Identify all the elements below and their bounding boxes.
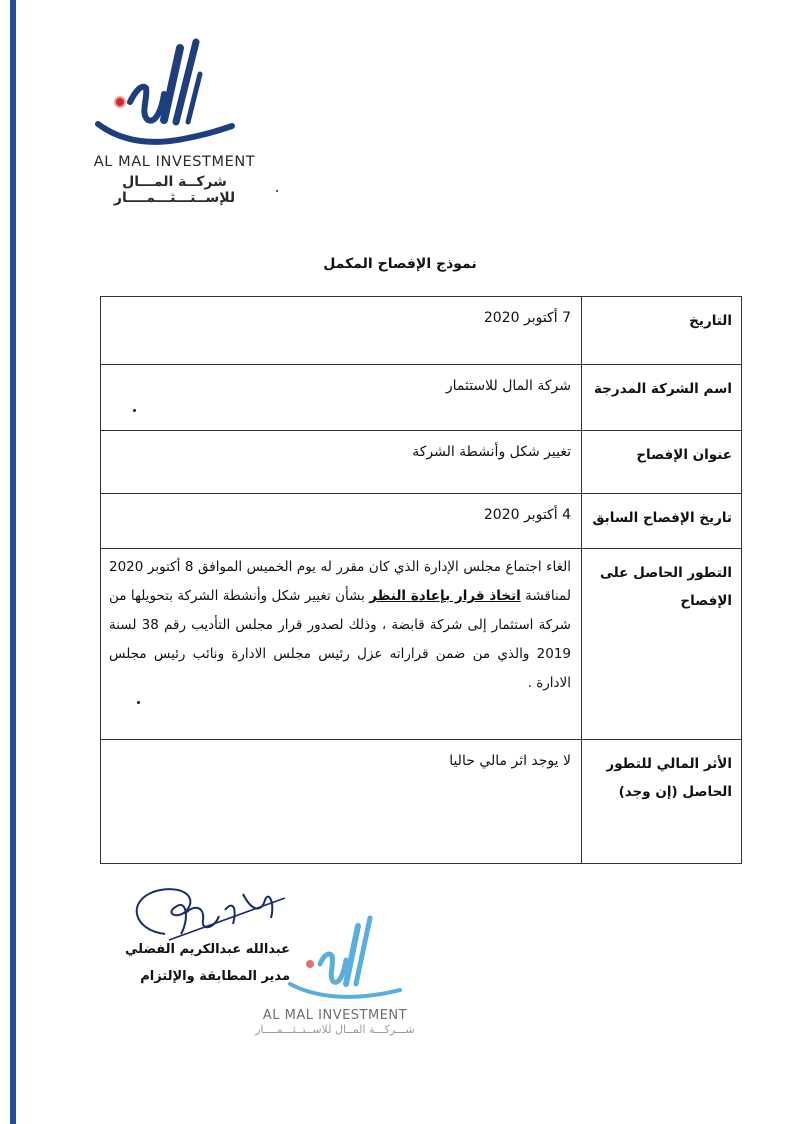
row-disclosure-subject (101, 431, 741, 494)
signatory-name: عبدالله عبدالكريم الفضلي (125, 942, 290, 957)
signatory-title: مدير المطابقة والإلتزام (140, 969, 290, 984)
label-financial-impact: الأثر المالي للتطور الحاصل (إن وجد) (581, 740, 741, 864)
row-listed-company (101, 365, 741, 431)
label-date: التاريخ (581, 297, 741, 364)
stamp-name-english: AL MAL INVESTMENT (262, 1008, 408, 1023)
value-disclosure-subject: تغيير شكل وأنشطة الشركة (412, 444, 571, 460)
logo-name-english: AL MAL INVESTMENT (93, 154, 256, 170)
label-previous-disclosure-date: تاريخ الإفصاح السابق (581, 494, 741, 548)
stray-dot (133, 409, 136, 412)
value-listed-company: شركة المال للاستثمار (445, 378, 571, 394)
disclosure-form-table (100, 296, 742, 864)
company-stamp (250, 908, 420, 1038)
development-text-underlined: اتخاذ قرار بإعادة النظر (369, 588, 521, 604)
stamp-name-arabic: شـــركـــة المــال للاســتــثـــمــــار (255, 1023, 415, 1036)
value-development (101, 549, 581, 739)
value-financial-impact: لا يوجد اثر مالي حاليا (449, 753, 571, 769)
row-financial-impact (101, 740, 741, 864)
row-development (101, 549, 741, 740)
company-logo-mark (92, 38, 257, 154)
row-previous-disclosure-date (101, 494, 741, 549)
document-title: نموذج الإفصاح المكمل (323, 256, 477, 272)
value-previous-disclosure-date: 4 أكتوبر 2020 (483, 507, 571, 523)
logo-name-arabic: شركــة المـــال للإســتـــثـــمــــار (113, 174, 236, 206)
label-listed-company: اسم الشركة المدرجة (581, 365, 741, 430)
row-date (101, 297, 741, 365)
development-text-start: الغاء اجتماع مجلس الإدارة الذي كان مقرر له يوم الخميس الموافق 8 أكتوبر 2020 لمناقشة (109, 559, 571, 604)
stamp-logo-mark (250, 908, 420, 1008)
label-development: التطور الحاصل على الإفصاح (581, 549, 741, 739)
stray-dot (137, 701, 140, 704)
value-date: 7 أكتوبر 2020 (483, 310, 571, 326)
stray-dot (276, 190, 278, 192)
company-logo (92, 38, 257, 206)
development-text-end: بشأن تغيير شكل وأنشطة الشركة بتحويلها من شركة استثمار إلى شركة قابضة ، وذلك لصدور قرار مجلس التأديب رقم 38 لسنة 2019 والذي من ضمن قراراته عزل رئيس مجلس الادارة ونائب رئيس مجلس الادارة . (109, 588, 571, 691)
left-margin-bar (10, 0, 16, 1124)
label-disclosure-subject: عنوان الإفصاح (581, 431, 741, 493)
